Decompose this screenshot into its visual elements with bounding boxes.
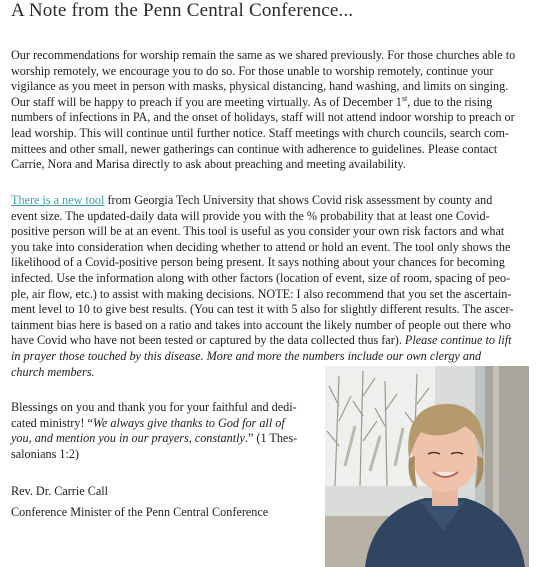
text-line: numbers of infections in PA, and the onset of holidays, staff will not attend indoor worship to preach or bbox=[11, 110, 515, 125]
covid-tool-paragraph bbox=[11, 193, 551, 380]
text-line-part: We always give thanks to God for all of bbox=[92, 415, 285, 430]
author-photo bbox=[325, 366, 529, 567]
worship-recommendations-paragraph bbox=[11, 48, 551, 173]
text-line: ple, air flow, etc.) to assist with making decisions. NOTE: I also recommend that you set the ascertain- bbox=[11, 286, 512, 301]
signature-name: Rev. Dr. Carrie Call bbox=[11, 484, 109, 498]
superscript: st bbox=[401, 93, 408, 103]
text-line: likelihood of a Covid-positive person being present. It says nothing about your chances for becoming bbox=[11, 255, 505, 270]
text-line-part: Please continue to lift bbox=[404, 333, 512, 348]
text-line-part: , due to the rising bbox=[407, 94, 493, 109]
text-line: event size. The updated-daily data will provide you with the % probability that at least one Covid- bbox=[11, 208, 490, 223]
text-line-part: you, and mention you in our prayers, constantly bbox=[11, 431, 245, 446]
text-line bbox=[11, 431, 321, 447]
text-line: lead worship. This will continue until further notice. Staff meetings with church councils, search com- bbox=[11, 125, 510, 140]
text-line: mittees and other small, newer gatherings can continue with adherence to guidelines. Please contact bbox=[11, 141, 498, 156]
text-line: ment level to 10 to give best results. (You can test it with 5 also for slightly different results. The ascer- bbox=[11, 302, 514, 317]
text-line bbox=[11, 333, 551, 349]
text-line: worship remotely, we encourage you to do so. For those unable to worship remotely, continue your bbox=[11, 63, 494, 78]
text-line bbox=[11, 416, 321, 432]
text-line-part: from Georgia Tech University that shows Covid risk assessment by county and bbox=[104, 193, 493, 207]
text-line: vigilance as you meet in person with masks, physical distancing, hand washing, and limits on singing. bbox=[11, 79, 509, 94]
text-line-part: cated ministry! “ bbox=[11, 415, 93, 430]
text-line: you take into consideration when deciding whether to attend or hold an event. The tool only shows the bbox=[11, 239, 511, 254]
text-line: tainment bias here is based on a ratio and takes into account the likely number of people out there who bbox=[11, 317, 511, 332]
text-line bbox=[11, 193, 551, 209]
text-line: in prayer those touched by this disease. More and more the numbers include our own clergy and bbox=[11, 348, 482, 363]
text-line: Carrie, Nora and Marisa directly to ask about preaching and meeting availability. bbox=[11, 157, 406, 172]
text-line: Our recommendations for worship remain the same as we shared previously. For those churches able to bbox=[11, 48, 516, 62]
blessing-paragraph bbox=[11, 400, 321, 462]
portrait-illustration bbox=[325, 366, 529, 567]
signature-title: Conference Minister of the Penn Central Conference bbox=[11, 505, 269, 519]
text-line: church members. bbox=[11, 364, 95, 379]
text-line: positive person will be at an event. This tool is useful as you consider your own risk factors and what bbox=[11, 224, 505, 239]
text-line-part: Our staff will be happy to preach if you are meeting virtually. As of December 1 bbox=[11, 94, 402, 109]
new-tool-link[interactable]: There is a new tool bbox=[11, 193, 105, 207]
text-line-part: have Covid who have not been tested or captured by the data collected thus far). bbox=[11, 333, 405, 348]
text-line bbox=[11, 95, 551, 111]
page-title: A Note from the Penn Central Conference... bbox=[11, 0, 354, 21]
text-line: Blessings on you and thank you for your faithful and dedi- bbox=[11, 400, 297, 414]
text-line: infected. Use the information along with other factors (location of event, size of room, spacing of peo- bbox=[11, 270, 511, 285]
text-line-part: .” (1 Thes- bbox=[244, 431, 298, 446]
text-line: salonians 1:2) bbox=[11, 446, 80, 461]
